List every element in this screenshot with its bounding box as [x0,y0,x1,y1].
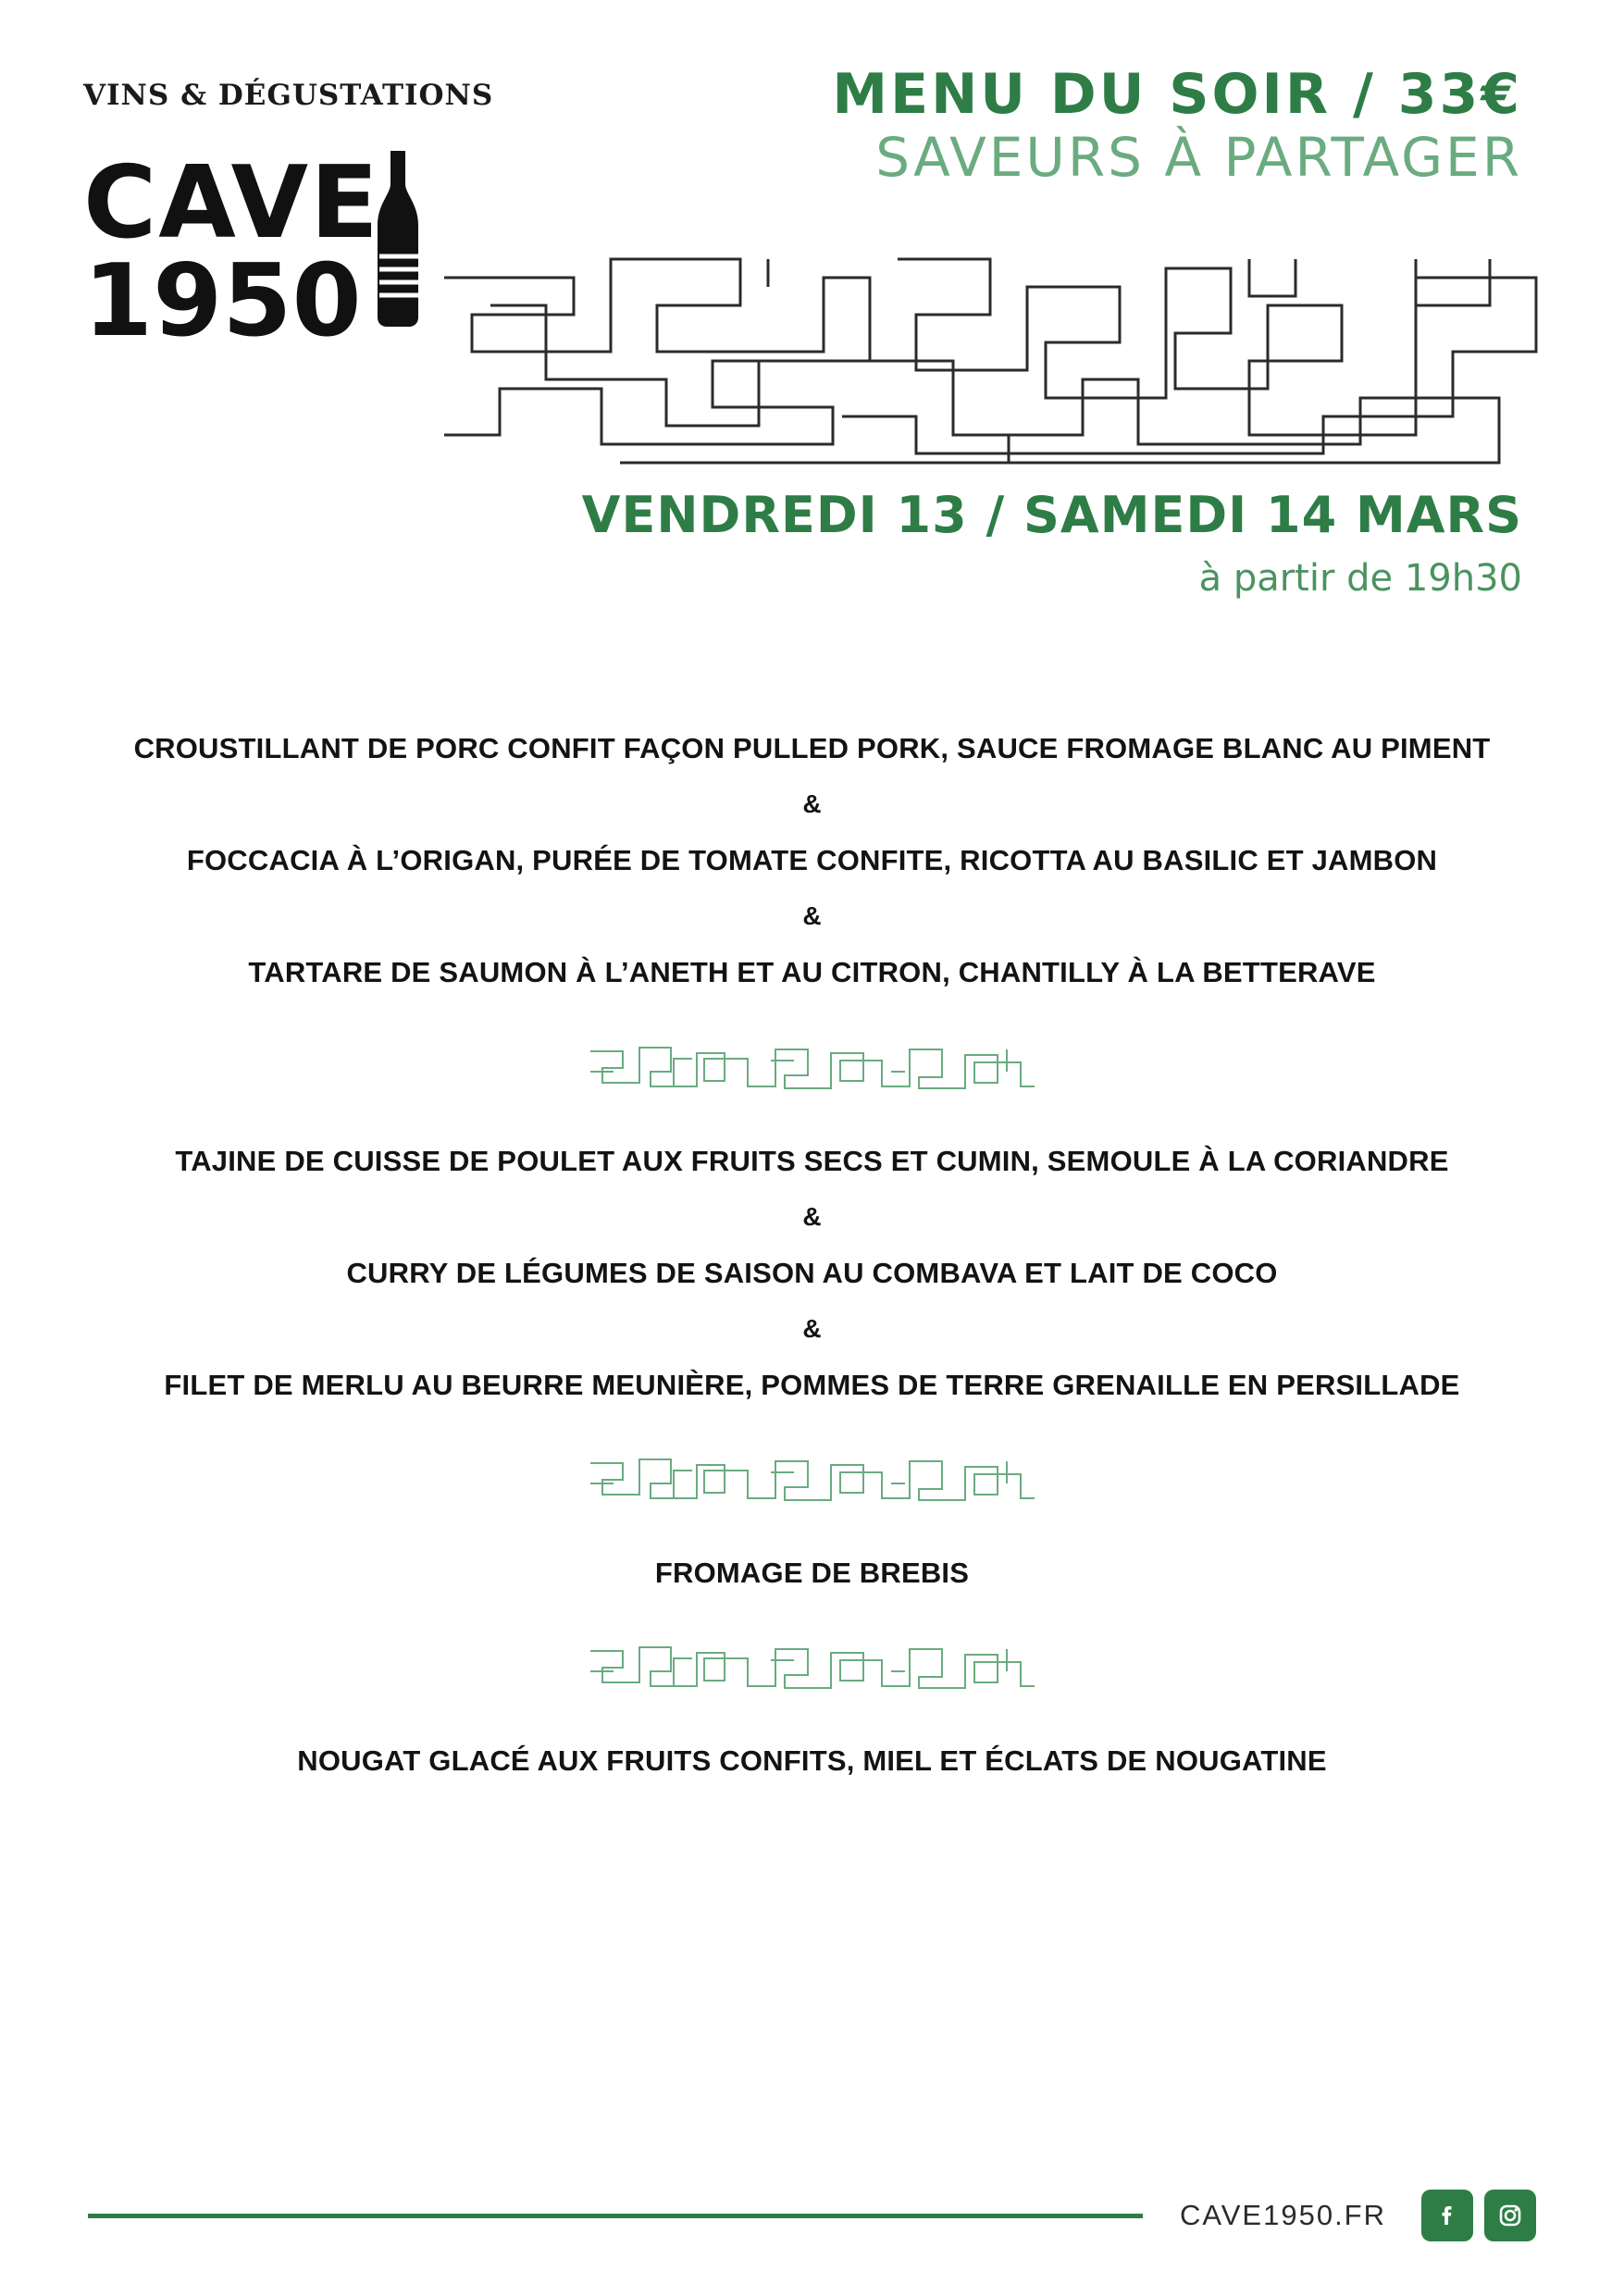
brand-name-line1: CAVE [83,145,380,261]
website-url: CAVE1950.FR [1179,2199,1386,2231]
course-plats [0,1144,1624,1403]
maze-divider [0,1040,1624,1096]
brand-block [83,79,494,404]
course-fromage [0,1556,1624,1590]
maze-divider [0,1640,1624,1695]
brand-logo [83,145,389,404]
page-subtitle: SAVEURS À PARTAGER [875,125,1522,189]
poster-footer [0,2183,1624,2248]
instagram-icon[interactable] [1484,2190,1536,2241]
menu-item: TAJINE DE CUISSE DE POULET AUX FRUITS SECS ET CUMIN, SEMOULE À LA CORIANDRE [175,1144,1449,1177]
course-entrees [0,731,1624,990]
brand-name-line2: 1950 [83,242,362,359]
menu-item: FOCCACIA À L’ORIGAN, PURÉE DE TOMATE CONFITE, RICOTTA AU BASILIC ET JAMBON [186,844,1438,877]
menu-content [0,731,1624,1779]
menu-item: FROMAGE DE BREBIS [654,1557,970,1590]
maze-divider [0,1452,1624,1508]
brand-tagline: VINS & DÉGUSTATIONS [83,79,494,112]
footer-divider-rule [88,2214,1143,2218]
item-separator: & [802,1313,822,1343]
menu-item: TARTARE DE SAUMON À L’ANETH ET AU CITRON, CHANTILLY À LA BETTERAVE [248,956,1376,989]
course-dessert [0,1744,1624,1778]
menu-item: NOUGAT GLACÉ AUX FRUITS CONFITS, MIEL ET ÉCLATS DE NOUGATINE [297,1744,1327,1778]
event-time: à partir de 19h30 [1198,557,1522,600]
facebook-icon[interactable] [1421,2190,1473,2241]
item-separator: & [802,789,822,819]
menu-item: CURRY DE LÉGUMES DE SAISON AU COMBAVA ET LAIT DE COCO [346,1256,1278,1289]
maze-pattern-header [435,250,1545,472]
event-date-main: VENDREDI 13 / SAMEDI 14 MARS [581,486,1522,544]
item-separator: & [802,1201,822,1231]
event-dates [504,486,1522,600]
wine-bottle-icon [361,147,435,337]
poster-title-block [541,62,1522,189]
menu-item: FILET DE MERLU AU BEURRE MEUNIÈRE, POMMES DE TERRE GRENAILLE EN PERSILLADE [164,1368,1460,1401]
menu-item: CROUSTILLANT DE PORC CONFIT FAÇON PULLED PORK, SAUCE FROMAGE BLANC AU PIMENT [133,732,1491,764]
item-separator: & [802,901,822,931]
page-title: MENU DU SOIR / 33€ [832,62,1522,127]
poster-header [0,0,1624,666]
brand-logo-text [83,145,389,359]
